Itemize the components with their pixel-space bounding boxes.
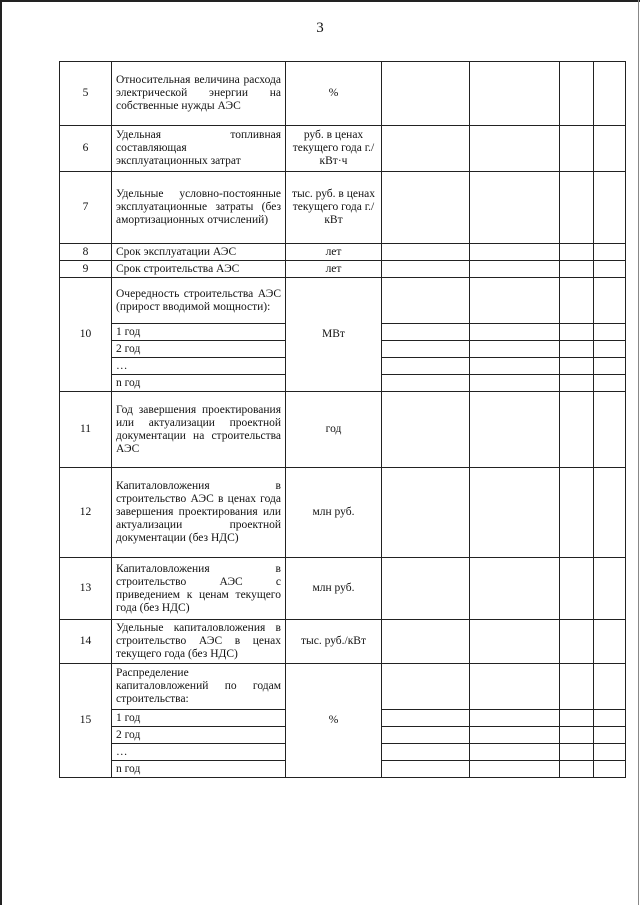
parameter-name: Удельные капиталовложения в строительство АЭС в ценах текущего года (без НДС)	[112, 620, 286, 664]
value-cell	[560, 278, 594, 324]
row-number: 5	[60, 62, 112, 126]
value-cell	[382, 664, 470, 710]
value-cell	[594, 744, 626, 761]
value-cell	[560, 375, 594, 392]
value-cell	[594, 468, 626, 558]
value-cell	[560, 710, 594, 727]
table-row	[60, 172, 626, 244]
value-cell	[382, 341, 470, 358]
value-cell	[594, 727, 626, 744]
value-cell	[594, 664, 626, 710]
subrow-label: n год	[112, 761, 286, 778]
value-cell	[470, 761, 560, 778]
value-cell	[594, 278, 626, 324]
value-cell	[560, 172, 594, 244]
value-cell	[470, 744, 560, 761]
value-cell	[470, 261, 560, 278]
value-cell	[382, 172, 470, 244]
table-row	[60, 261, 626, 278]
value-cell	[560, 620, 594, 664]
value-cell	[594, 761, 626, 778]
value-cell	[382, 375, 470, 392]
row-number: 8	[60, 244, 112, 261]
value-cell	[560, 341, 594, 358]
value-cell	[470, 244, 560, 261]
value-cell	[382, 558, 470, 620]
unit-of-measure: тыс. руб. в ценах текущего года г./кВт	[286, 172, 382, 244]
value-cell	[594, 392, 626, 468]
value-cell	[594, 341, 626, 358]
value-cell	[470, 341, 560, 358]
unit-of-measure: млн руб.	[286, 558, 382, 620]
unit-of-measure: лет	[286, 244, 382, 261]
value-cell	[470, 375, 560, 392]
parameter-name: Капиталовложения в строительство АЭС в ценах года завершения проектирования или актуализации проектной документации (без НДС)	[112, 468, 286, 558]
row-number: 7	[60, 172, 112, 244]
row-number: 14	[60, 620, 112, 664]
value-cell	[594, 62, 626, 126]
subrow-label: n год	[112, 375, 286, 392]
value-cell	[560, 126, 594, 172]
value-cell	[470, 278, 560, 324]
value-cell	[382, 358, 470, 375]
unit-of-measure: млн руб.	[286, 468, 382, 558]
table-row	[60, 278, 626, 324]
row-number: 13	[60, 558, 112, 620]
table-row	[60, 126, 626, 172]
scan-edge-right	[638, 0, 639, 905]
value-cell	[382, 620, 470, 664]
table-row	[60, 392, 626, 468]
table-row	[60, 62, 626, 126]
parameter-name: Относительная величина расхода электрической энергии на собственные нужды АЭС	[112, 62, 286, 126]
value-cell	[560, 558, 594, 620]
value-cell	[470, 727, 560, 744]
value-cell	[594, 261, 626, 278]
unit-of-measure: МВт	[286, 278, 382, 392]
value-cell	[470, 664, 560, 710]
value-cell	[594, 620, 626, 664]
parameter-name: Срок строительства АЭС	[112, 261, 286, 278]
row-number: 6	[60, 126, 112, 172]
unit-of-measure: руб. в ценах текущего года г./кВт·ч	[286, 126, 382, 172]
value-cell	[382, 244, 470, 261]
parameter-name: Год завершения проектирования или актуализации проектной документации на строительства АЭС	[112, 392, 286, 468]
value-cell	[382, 761, 470, 778]
table-row	[60, 468, 626, 558]
value-cell	[560, 744, 594, 761]
value-cell	[470, 126, 560, 172]
value-cell	[560, 62, 594, 126]
value-cell	[382, 727, 470, 744]
parameter-name: Срок эксплуатации АЭС	[112, 244, 286, 261]
value-cell	[382, 710, 470, 727]
table-row	[60, 558, 626, 620]
value-cell	[560, 244, 594, 261]
value-cell	[470, 558, 560, 620]
parameter-name: Распределение капиталовложений по годам строительства:	[112, 664, 286, 710]
row-number: 9	[60, 261, 112, 278]
table-row	[60, 664, 626, 710]
subrow-label: …	[112, 358, 286, 375]
value-cell	[594, 710, 626, 727]
unit-of-measure: тыс. руб./кВт	[286, 620, 382, 664]
value-cell	[560, 664, 594, 710]
subrow-label: 2 год	[112, 727, 286, 744]
scan-edge-left	[0, 0, 2, 905]
value-cell	[594, 558, 626, 620]
value-cell	[470, 392, 560, 468]
value-cell	[560, 261, 594, 278]
row-number: 11	[60, 392, 112, 468]
row-number: 15	[60, 664, 112, 778]
value-cell	[382, 126, 470, 172]
value-cell	[560, 392, 594, 468]
value-cell	[382, 62, 470, 126]
value-cell	[470, 172, 560, 244]
subrow-label: …	[112, 744, 286, 761]
value-cell	[382, 744, 470, 761]
page-number: 3	[316, 20, 324, 36]
value-cell	[382, 261, 470, 278]
parameter-name: Капиталовложения в строительство АЭС с приведением к ценам текущего года (без НДС)	[112, 558, 286, 620]
value-cell	[594, 375, 626, 392]
unit-of-measure: %	[286, 664, 382, 778]
subrow-label: 2 год	[112, 341, 286, 358]
unit-of-measure: лет	[286, 261, 382, 278]
parameters-table	[59, 61, 626, 778]
table-row	[60, 244, 626, 261]
value-cell	[560, 324, 594, 341]
subrow-label: 1 год	[112, 324, 286, 341]
value-cell	[594, 324, 626, 341]
parameter-name: Очередность строительства АЭС (прирост вводимой мощности):	[112, 278, 286, 324]
value-cell	[470, 324, 560, 341]
value-cell	[382, 468, 470, 558]
row-number: 12	[60, 468, 112, 558]
value-cell	[594, 126, 626, 172]
value-cell	[560, 468, 594, 558]
value-cell	[382, 392, 470, 468]
value-cell	[560, 727, 594, 744]
value-cell	[594, 244, 626, 261]
value-cell	[560, 358, 594, 375]
value-cell	[470, 358, 560, 375]
value-cell	[382, 324, 470, 341]
table-row	[60, 620, 626, 664]
scan-edge-top	[0, 0, 640, 2]
value-cell	[470, 710, 560, 727]
unit-of-measure: %	[286, 62, 382, 126]
unit-of-measure: год	[286, 392, 382, 468]
value-cell	[470, 62, 560, 126]
value-cell	[594, 358, 626, 375]
value-cell	[382, 278, 470, 324]
subrow-label: 1 год	[112, 710, 286, 727]
value-cell	[470, 620, 560, 664]
value-cell	[594, 172, 626, 244]
value-cell	[560, 761, 594, 778]
row-number: 10	[60, 278, 112, 392]
parameter-name: Удельные условно-постоянные эксплуатационные затраты (без амортизационных отчислений)	[112, 172, 286, 244]
parameter-name: Удельная топливная составляющая эксплуатационных затрат	[112, 126, 286, 172]
value-cell	[470, 468, 560, 558]
